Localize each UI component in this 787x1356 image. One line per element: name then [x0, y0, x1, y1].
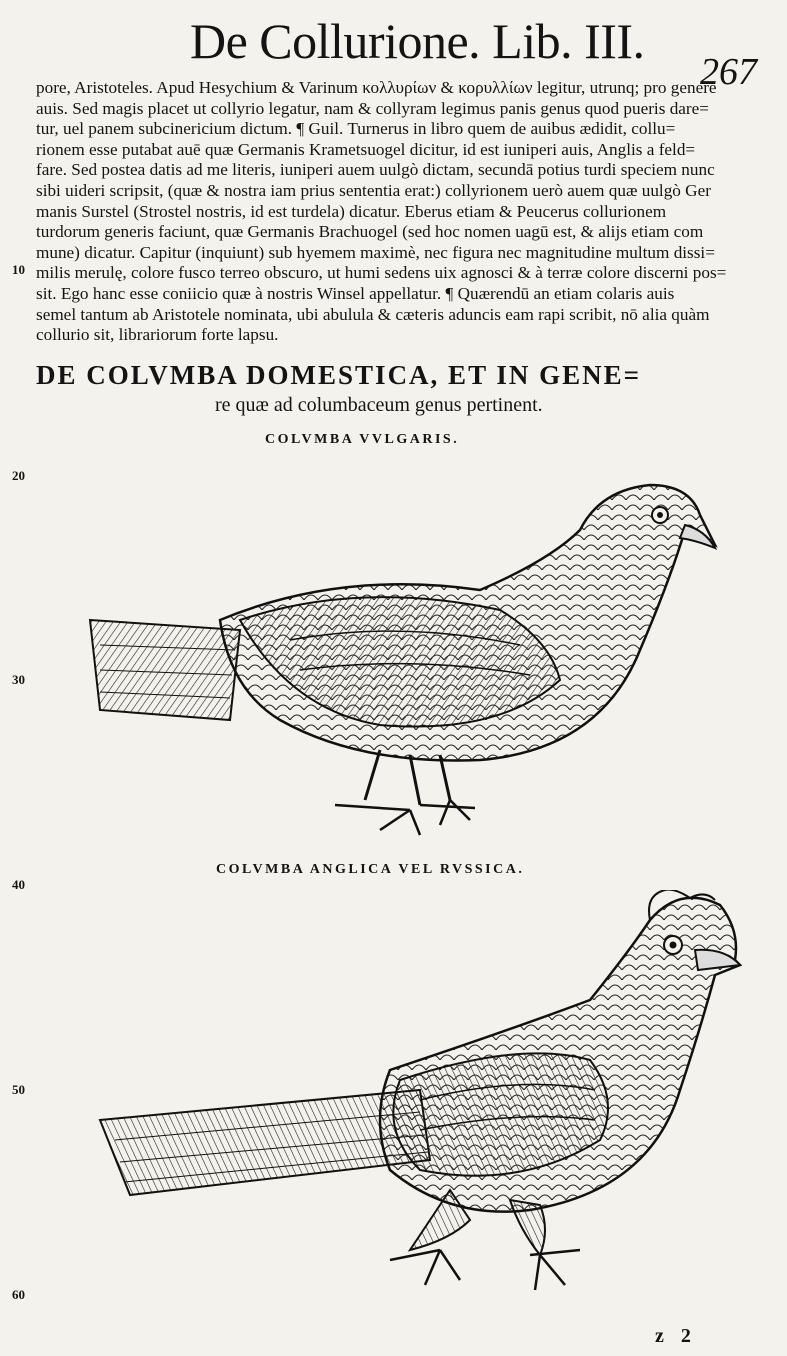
margin-line-number: 40 [12, 877, 25, 892]
margin-line-number: 10 [12, 262, 25, 277]
running-title: De Collurione. Lib. III. [190, 13, 645, 69]
body-line: sibi uideri scripsit, (quæ & nostra iam prius sententia erat:) collyrionem uerò auem quæ uulgò Ger [36, 180, 711, 200]
body-line: milis merulę, colore fusco terreo obscuro, ut humi sedens uix agnosci & à terræ colore discerni pos= [36, 263, 727, 283]
body-line: sit. Ego hanc esse coniicio quæ à nostris Winsel appellatur. ¶ Quærendū an etiam colaris auis [36, 283, 675, 303]
margin-line-number: 30 [12, 672, 25, 687]
crested-pigeon-woodcut-icon [90, 890, 750, 1320]
margin-line-number: 50 [12, 1082, 25, 1097]
pigeon-woodcut-icon [80, 470, 730, 850]
body-line: semel tantum ab Aristotele nominata, ubi abulula & cæteris aduncis eam rapi scribit, nō alia quàm [36, 304, 710, 324]
body-text [36, 78, 784, 346]
section-heading-continuation: re quæ ad columbaceum genus pertinent. [215, 394, 543, 416]
body-line: fare. Sed postea datis ad me literis, iuniperi auem uulgò dictam, secundā potius turdi speciem nunc [36, 160, 715, 180]
section-heading: DE COLVMBA DOMESTICA, ET IN GENE= [36, 360, 641, 390]
margin-line-number: 60 [12, 1287, 25, 1302]
body-line: turdorum generis faciunt, quæ Germanis Brachuogel (sed hoc nomen uagū est, & alijs etiam com [36, 222, 704, 242]
body-line: tur, uel panem subcinericium dictum. ¶ Guil. Turnerus in libro quem de auibus ædidit, collu= [36, 119, 676, 139]
figure-caption: COLVMBA VVLGARIS. [265, 432, 460, 447]
body-line: mune) dicatur. Capitur (inquiunt) sub hyemem maximè, nec figura nec magnitudine multum dissi= [36, 242, 715, 262]
body-line: auis. Sed magis placet ut collyrio legatur, nam & collyram legimus panis genus quod pueris dare= [36, 98, 709, 118]
signature-mark: z 2 [655, 1325, 697, 1347]
body-line: collurio sit, librariorum forte lapsu. [36, 325, 279, 345]
body-line: manis Surstel (Strostel nostris, id est turdela) dicatur. Eberus etiam & Peucerus collurionem [36, 201, 667, 221]
body-line: pore, Aristoteles. Apud Hesychium & Varinum κολλυρίων & κορυλλίων legitur, utrunq; pro genere [36, 78, 717, 97]
margin-line-number: 20 [12, 468, 25, 483]
page-number: 267 [700, 51, 757, 93]
figure-caption: COLVMBA ANGLICA VEL RVSSICA. [216, 862, 525, 877]
body-line: rionem esse putabat auē quæ Germanis Krametsuogel dicitur, id est iuniperi auis, Anglis a feld= [36, 139, 696, 159]
